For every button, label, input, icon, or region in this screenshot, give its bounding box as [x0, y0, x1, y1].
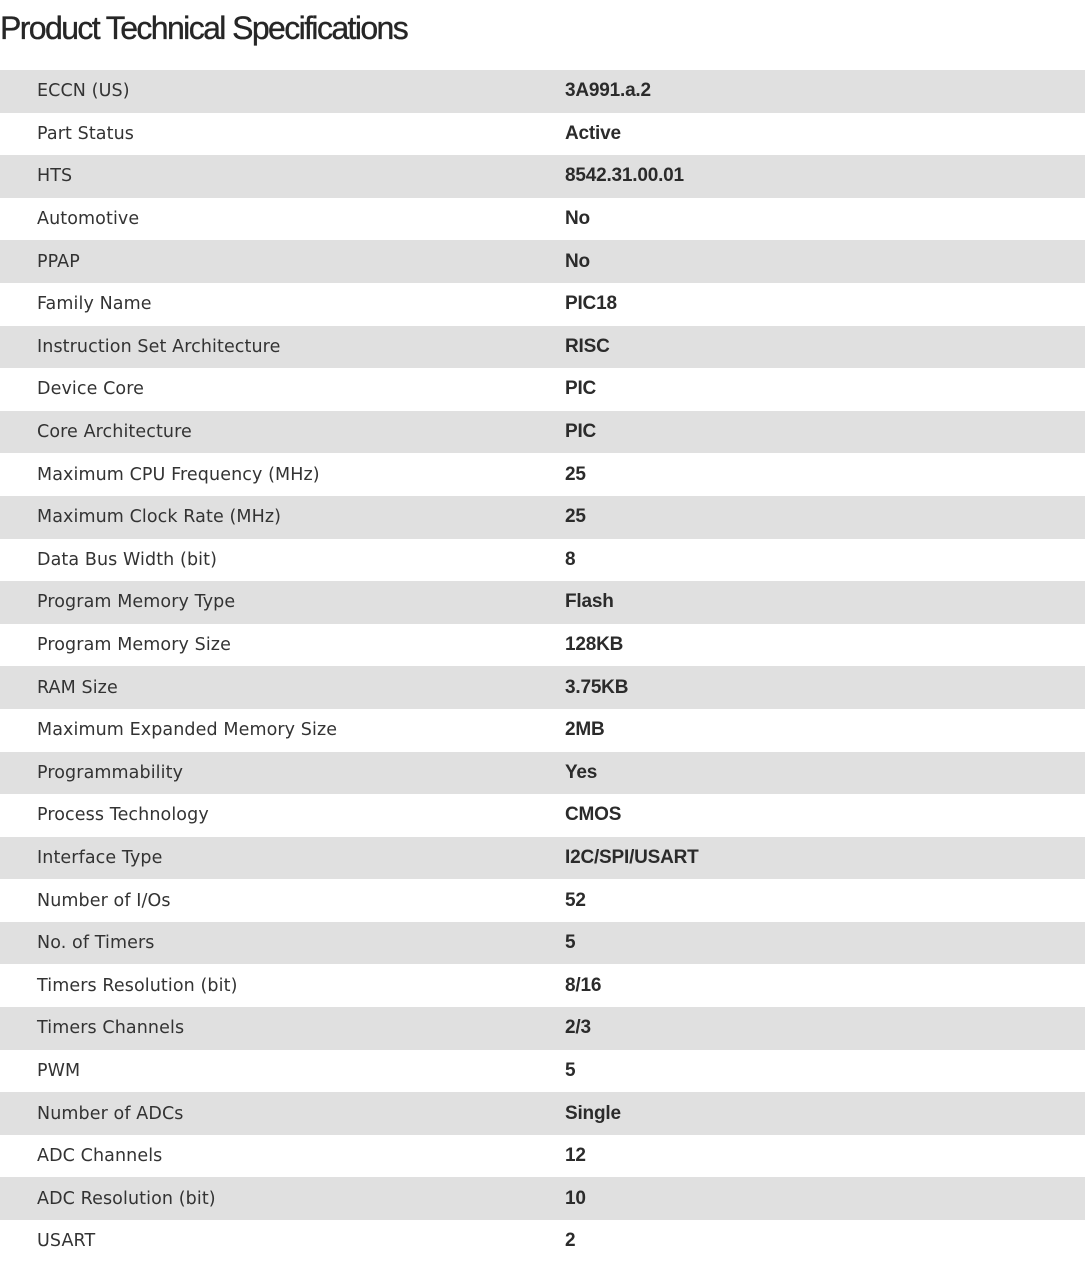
spec-value: 3A991.a.2	[565, 70, 1085, 113]
spec-row-pwm	[0, 1050, 1085, 1093]
spec-value: 8542.31.00.01	[565, 155, 1085, 198]
spec-value: No	[565, 198, 1085, 241]
spec-value: RISC	[565, 326, 1085, 369]
spec-value: Active	[565, 113, 1085, 156]
spec-label: Instruction Set Architecture	[0, 326, 565, 369]
spec-label: Family Name	[0, 283, 565, 326]
spec-row-max-cpu-frequency	[0, 453, 1085, 496]
spec-label: Device Core	[0, 368, 565, 411]
spec-row-program-memory-type	[0, 581, 1085, 624]
spec-row-number-of-ios	[0, 879, 1085, 922]
spec-row-ram-size	[0, 666, 1085, 709]
spec-value: PIC	[565, 368, 1085, 411]
spec-value: 25	[565, 453, 1085, 496]
spec-label: ECCN (US)	[0, 70, 565, 113]
spec-table-body	[0, 70, 1085, 1263]
spec-row-timers-channels	[0, 1007, 1085, 1050]
spec-row-max-expanded-memory	[0, 709, 1085, 752]
spec-label: PWM	[0, 1050, 565, 1093]
spec-label: Maximum Clock Rate (MHz)	[0, 496, 565, 539]
spec-label: USART	[0, 1220, 565, 1263]
spec-row-timers-resolution	[0, 964, 1085, 1007]
spec-label: Interface Type	[0, 837, 565, 880]
spec-value: 5	[565, 1050, 1085, 1093]
spec-row-eccn	[0, 70, 1085, 113]
spec-row-family-name	[0, 283, 1085, 326]
spec-row-data-bus-width	[0, 539, 1085, 582]
spec-label: Number of I/Os	[0, 879, 565, 922]
spec-row-program-memory-size	[0, 624, 1085, 667]
spec-value: 2MB	[565, 709, 1085, 752]
spec-label: Part Status	[0, 113, 565, 156]
spec-value: Yes	[565, 752, 1085, 795]
spec-value: 8	[565, 539, 1085, 582]
spec-label: Maximum Expanded Memory Size	[0, 709, 565, 752]
spec-row-core-architecture	[0, 411, 1085, 454]
spec-value: PIC18	[565, 283, 1085, 326]
spec-row-process-technology	[0, 794, 1085, 837]
spec-label: Timers Resolution (bit)	[0, 964, 565, 1007]
spec-value: 2	[565, 1220, 1085, 1263]
spec-row-max-clock-rate	[0, 496, 1085, 539]
spec-value: 12	[565, 1135, 1085, 1178]
spec-row-part-status	[0, 113, 1085, 156]
spec-label: Program Memory Type	[0, 581, 565, 624]
spec-label: Number of ADCs	[0, 1092, 565, 1135]
spec-row-automotive	[0, 198, 1085, 241]
spec-row-ppap	[0, 240, 1085, 283]
spec-label: RAM Size	[0, 666, 565, 709]
spec-row-interface-type	[0, 837, 1085, 880]
spec-row-adc-channels	[0, 1135, 1085, 1178]
spec-label: ADC Channels	[0, 1135, 565, 1178]
page-title: Product Technical Specifications	[0, 10, 408, 46]
spec-row-no-of-timers	[0, 922, 1085, 965]
spec-row-device-core	[0, 368, 1085, 411]
spec-label: Maximum CPU Frequency (MHz)	[0, 453, 565, 496]
spec-value: 3.75KB	[565, 666, 1085, 709]
spec-label: Programmability	[0, 752, 565, 795]
spec-row-number-of-adcs	[0, 1092, 1085, 1135]
spec-label: ADC Resolution (bit)	[0, 1177, 565, 1220]
spec-value: 128KB	[565, 624, 1085, 667]
spec-row-hts	[0, 155, 1085, 198]
spec-label: Program Memory Size	[0, 624, 565, 667]
spec-value: I2C/SPI/USART	[565, 837, 1085, 880]
spec-value: No	[565, 240, 1085, 283]
spec-value: 2/3	[565, 1007, 1085, 1050]
spec-value: 52	[565, 879, 1085, 922]
spec-value: 10	[565, 1177, 1085, 1220]
spec-label: Timers Channels	[0, 1007, 565, 1050]
spec-table	[0, 70, 1085, 1263]
spec-row-usart	[0, 1220, 1085, 1263]
spec-label: Data Bus Width (bit)	[0, 539, 565, 582]
spec-row-isa	[0, 326, 1085, 369]
spec-value: 5	[565, 922, 1085, 965]
spec-label: HTS	[0, 155, 565, 198]
spec-value: 8/16	[565, 964, 1085, 1007]
spec-label: Automotive	[0, 198, 565, 241]
spec-row-adc-resolution	[0, 1177, 1085, 1220]
spec-value: CMOS	[565, 794, 1085, 837]
spec-value: PIC	[565, 411, 1085, 454]
spec-label: No. of Timers	[0, 922, 565, 965]
spec-label: Process Technology	[0, 794, 565, 837]
spec-value: 25	[565, 496, 1085, 539]
spec-value: Flash	[565, 581, 1085, 624]
spec-label: PPAP	[0, 240, 565, 283]
spec-value: Single	[565, 1092, 1085, 1135]
spec-label: Core Architecture	[0, 411, 565, 454]
spec-row-programmability	[0, 752, 1085, 795]
